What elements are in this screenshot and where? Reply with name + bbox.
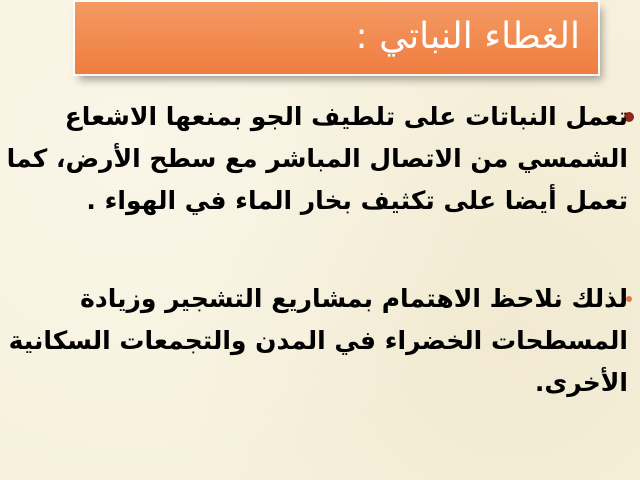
paragraph-line: الأخرى. xyxy=(534,368,628,397)
slide-title: الغطاء النباتي : xyxy=(355,16,580,57)
bullet-paragraph xyxy=(8,278,628,404)
paragraph-line: لذلك نلاحظ الاهتمام بمشاريع التشجير وزيادة xyxy=(80,284,628,313)
paragraph-line: تعمل أيضا على تكثيف بخار الماء في الهواء . xyxy=(86,186,628,215)
bullet-paragraph xyxy=(6,96,628,222)
paragraph-line: تعمل النباتات على تلطيف الجو بمنعها الاشعاع xyxy=(64,102,628,131)
paragraph-line: المسطحات الخضراء في المدن والتجمعات السكانية xyxy=(8,326,628,355)
paragraph-line: الشمسي من الاتصال المباشر مع سطح الأرض، كما xyxy=(6,144,628,173)
title-banner xyxy=(75,2,598,74)
